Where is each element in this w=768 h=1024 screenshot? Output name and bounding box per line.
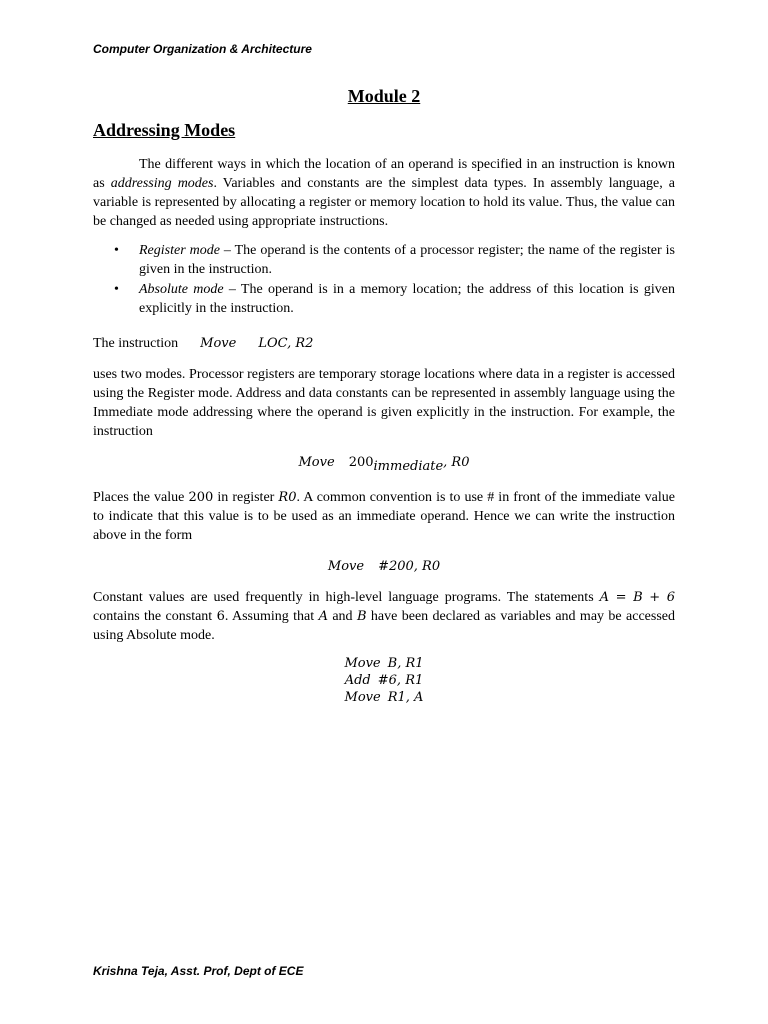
code-args: #6, R1 (377, 672, 424, 688)
p4-text-d: and (327, 608, 357, 624)
document-body (93, 155, 675, 706)
p4-constant: 6 (216, 608, 225, 624)
page-header: Computer Organization & Architecture (93, 42, 312, 56)
mode-list (93, 241, 675, 318)
bullet-icon: • (114, 282, 119, 297)
eq1-subscript: immediate (373, 458, 444, 474)
page-footer: Krishna Teja, Asst. Prof, Dept of ECE (93, 964, 304, 978)
list-item (114, 241, 675, 279)
intro-paragraph (93, 155, 675, 231)
mode-description: – The operand is the contents of a processor register; the name of the register is given in the instruction. (139, 243, 675, 277)
code-line (93, 672, 675, 689)
paragraph-2: uses two modes. Processor registers are temporary storage locations where data in a register is accessed using the Register mode. Address and data constants can be represented in assembly language using the Immediate mode addressing where the operand is given explicitly in the instruction. For example, the instruction (93, 367, 675, 439)
mode-description: – The operand is in a memory location; the address of this location is given explicitly in the instruction. (139, 282, 676, 316)
code-line (93, 689, 675, 706)
eq2-op: Move (327, 558, 365, 574)
eq1-value: 200 (348, 455, 374, 470)
code-line (93, 655, 675, 672)
section-title: Addressing Modes (93, 120, 236, 140)
p3-reg: R0 (278, 489, 297, 505)
p3-text-c: . A common convention is to use # in front of the immediate value to indicate that this value is to be used as an immediate operand. Hence we can write the instruction above in the form (93, 489, 676, 543)
mode-term: Register mode (139, 243, 220, 258)
p3-text-b: in register (213, 489, 279, 505)
intro-text-a: The different ways in which the location of an operand is specified in an instruction is known as (93, 157, 675, 191)
intro-emphasis: addressing modes (110, 176, 214, 191)
equation-1 (93, 453, 675, 476)
instruction-line (93, 334, 675, 353)
eq2-args: #200, R0 (378, 558, 441, 574)
eq1-reg: , R0 (443, 455, 470, 470)
p4-statement: A = B + 6 (599, 589, 675, 605)
bullet-icon: • (114, 243, 119, 258)
p4-text-e: have been declared as variables and may be accessed using Absolute mode. (93, 608, 675, 643)
code-args: B, R1 (387, 655, 424, 671)
p4-var-a: A (318, 608, 328, 624)
instruction-op: Move (200, 336, 237, 351)
paragraph-3 (93, 488, 675, 545)
p4-text-c: . Assuming that (224, 608, 319, 624)
intro-text-b: . Variables and constants are the simplest data types. In assembly language, a variable is represented by allocating a register or memory location to hold its value. Thus, the value can be changed as needed using appropriate instructions. (93, 176, 675, 229)
p3-value: 200 (188, 489, 214, 505)
instruction-lead: The instruction (93, 336, 179, 351)
p4-text-b: contains the constant (93, 608, 217, 624)
p3-text-a: Places the value (93, 489, 189, 505)
paragraph-4 (93, 588, 675, 645)
instruction-args: LOC, R2 (258, 336, 314, 351)
code-op: Add (344, 672, 371, 688)
module-title: Module 2 (347, 86, 421, 106)
code-op: Move (344, 689, 381, 705)
code-op: Move (344, 655, 381, 671)
p4-text-a: Constant values are used frequently in high-level language programs. The statements (93, 589, 600, 605)
code-block (93, 655, 675, 706)
eq1-op: Move (298, 455, 335, 470)
list-item (114, 280, 676, 318)
code-args: R1, A (387, 689, 424, 705)
mode-term: Absolute mode (139, 282, 224, 297)
p4-var-b: B (356, 608, 367, 624)
equation-2 (93, 557, 675, 576)
